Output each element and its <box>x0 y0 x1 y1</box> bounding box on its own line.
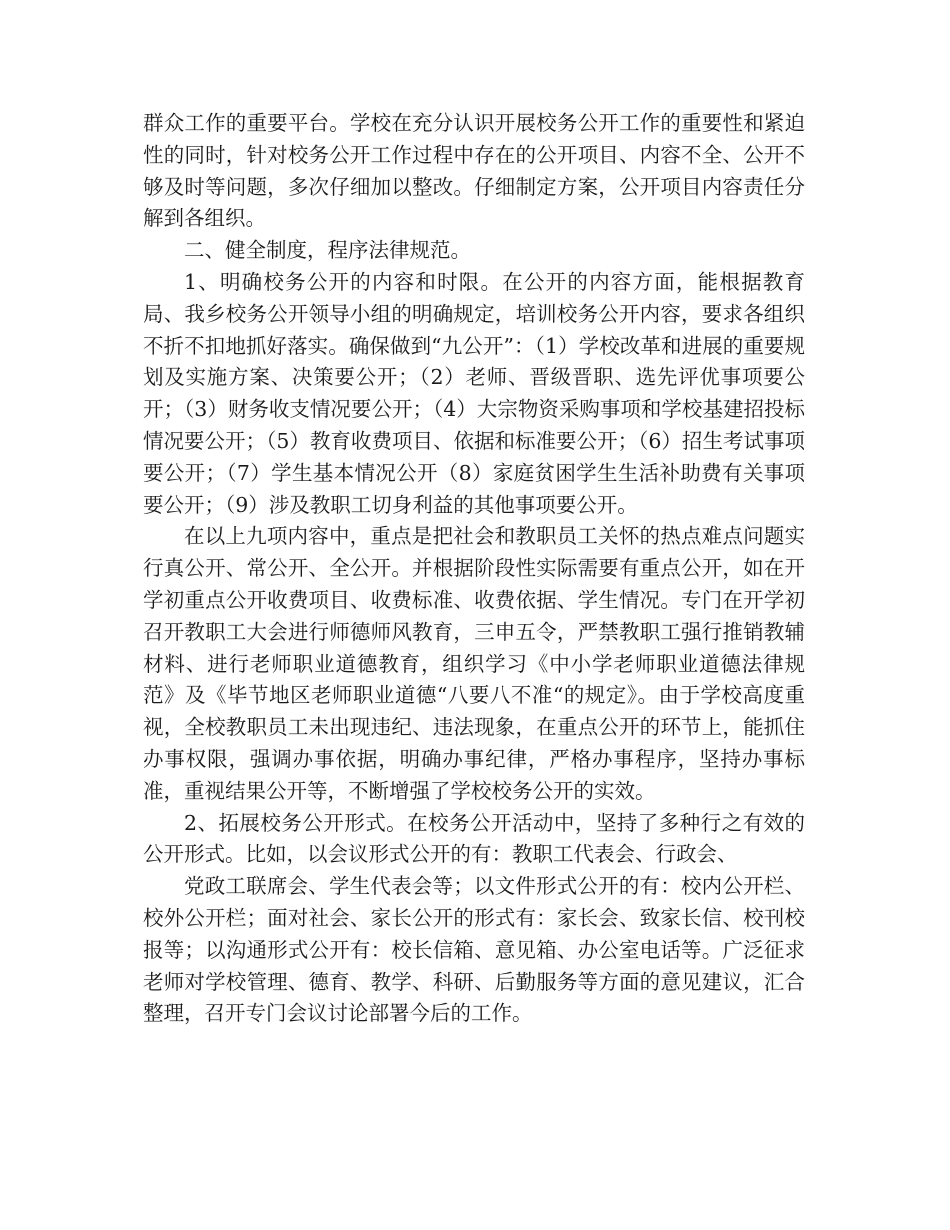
paragraph-continuation: 群众工作的重要平台。学校在充分认识开展校务公开工作的重要性和紧迫性的同时，针对校务公开工作过程中存在的公开项目、内容不全、公开不够及时等问题，多次仔细加以整改。仔细制定方案，公开项目内容责任分解到各组织。 <box>143 111 805 231</box>
document-body <box>143 108 805 1030</box>
paragraph-content-timing: 1、明确校务公开的内容和时限。在公开的内容方面，能根据教育局、我乡校务公开领导小组的明确规定，培训校务公开内容，要求各组织不折不扣地抓好落实。确保做到“九公开”：（1）学校改革和进展的重要规划及实施方案、决策要公开；（2）老师、晋级晋职、选先评优事项要公开；（3）财务收支情况要公开；（4）大宗物资采购事项和学校基建招投标情况要公开；（5）教育收费项目、依据和标准要公开；（6）招生考试事项要公开；（7）学生基本情况公开（8）家庭贫困学生生活补助费有关事项要公开；（9）涉及教职工切身利益的其他事项要公开。 <box>143 269 805 517</box>
paragraph-disclosure-forms-continued: 党政工联席会、学生代表会等；以文件形式公开的有：校内公开栏、校外公开栏；面对社会、家长公开的形式有：家长会、致家长信、校刊校报等；以沟通形式公开有：校长信箱、意见箱、办公室电话等。广泛征求老师对学校管理、德育、教学、科研、后勤服务等方面的意见建议，汇合整理，召开专门会议讨论部署今后的工作。 <box>143 874 805 1026</box>
paragraph-key-disclosure: 在以上九项内容中，重点是把社会和教职员工关怀的热点难点问题实行真公开、常公开、全公开。并根据阶段性实际需要有重点公开，如在开学初重点公开收费项目、收费标准、收费依据、学生情况。专门在开学初召开教职工大会进行师德师风教育，三申五令，严禁教职工强行推销教辅材料、进行老师职业道德教育，组织学习《中小学老师职业道德法律规范》及《毕节地区老师职业道德“八要八不准“的规定》。由于学校高度重视，全校教职员工未出现违纪、违法现象，在重点公开的环节上，能抓住办事权限，强调办事依据，明确办事纪律，严格办事程序，坚持办事标准，重视结果公开等，不断增强了学校校务公开的实效。 <box>143 524 805 803</box>
section-heading: 二、健全制度，程序法律规范。 <box>184 238 471 263</box>
paragraph-disclosure-forms: 2、拓展校务公开形式。在校务公开活动中，坚持了多种行之有效的公开形式。比如，以会议形式公开的有：教职工代表会、行政会、 <box>143 810 805 867</box>
